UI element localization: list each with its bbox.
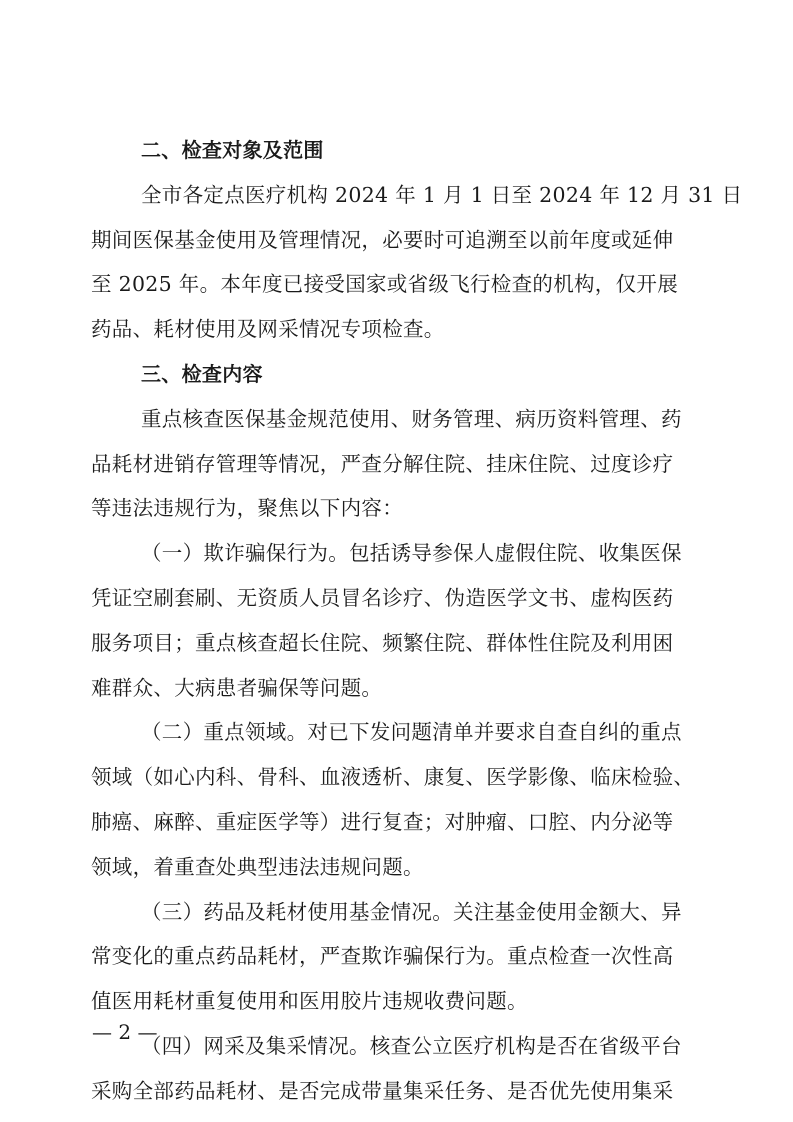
- paragraph-line: 凭证空刷套刷、无资质人员冒名诊疗、伪造医学文书、虚构医药: [91, 585, 674, 610]
- paragraph-line: 肺癌、麻醉、重症医学等）进行复查；对肿瘤、口腔、内分泌等: [91, 809, 674, 834]
- paragraph-line: 难群众、大病患者骗保等问题。: [91, 675, 383, 700]
- section-heading-content: 三、检查内容: [141, 361, 263, 386]
- paragraph-line: 全市各定点医疗机构 2024 年 1 月 1 日至 2024 年 12 月 31 日: [141, 182, 743, 207]
- paragraph-line: 重点核查医保基金规范使用、财务管理、病历资料管理、药: [141, 406, 682, 431]
- paragraph-line: 领域（如心内科、骨科、血液透析、康复、医学影像、临床检验、: [91, 765, 695, 790]
- page-number: — 2 —: [92, 1020, 158, 1044]
- paragraph-line: 等违法违规行为，聚焦以下内容：: [91, 496, 403, 521]
- paragraph-line: 值医用耗材重复使用和医用胶片违规收费问题。: [91, 989, 528, 1014]
- paragraph-line: 期间医保基金使用及管理情况，必要时可追溯至以前年度或延伸: [91, 227, 674, 252]
- paragraph-line: 服务项目；重点核查超长住院、频繁住院、群体性住院及利用困: [91, 630, 674, 655]
- paragraph-line: 领域，着重查处典型违法违规问题。: [91, 854, 424, 879]
- paragraph-line: 至 2025 年。本年度已接受国家或省级飞行检查的机构，仅开展: [91, 272, 679, 297]
- item-one-line: （一）欺诈骗保行为。包括诱导参保人虚假住院、收集医保: [141, 541, 682, 566]
- item-three-line: （三）药品及耗材使用基金情况。关注基金使用金额大、异: [141, 899, 682, 924]
- paragraph-line: 采购全部药品耗材、是否完成带量集采任务、是否优先使用集采: [91, 1078, 674, 1103]
- item-four-line: （四）网采及集采情况。核查公立医疗机构是否在省级平台: [141, 1033, 682, 1058]
- section-heading-scope: 二、检查对象及范围: [141, 138, 324, 162]
- document-body: [91, 128, 743, 1114]
- paragraph-line: 药品、耗材使用及网采情况专项检查。: [91, 317, 445, 342]
- paragraph-line: 品耗材进销存管理等情况，严查分解住院、挂床住院、过度诊疗: [91, 451, 674, 476]
- item-two-line: （二）重点领域。对已下发问题清单并要求自查自纠的重点: [141, 720, 682, 745]
- paragraph-line: 常变化的重点药品耗材，严查欺诈骗保行为。重点检查一次性高: [91, 944, 674, 969]
